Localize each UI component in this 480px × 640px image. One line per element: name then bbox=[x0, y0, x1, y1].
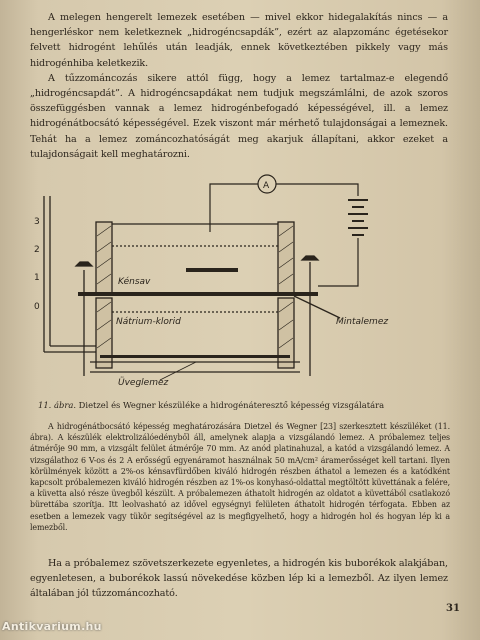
scale-label-3: 3 bbox=[34, 217, 40, 227]
paragraph: A melegen hengerelt lemezek esetében — mivel ekkor hidegalakítás nincs — a hengerléskor nem keletkeznek „hidrogéncsapdák”, ezért az alapzománc égetésekor felvett hidrogént lehűlés után leadják, ennek következtében pikkely vagy más hidrogénhiba keletkezik. bbox=[30, 12, 448, 69]
figure-caption bbox=[38, 400, 458, 410]
scale-label-1: 1 bbox=[34, 273, 40, 283]
label-acid: Kénsav bbox=[118, 277, 151, 287]
paragraph: Ha a próbalemez szövetszerkezete egyenletes, a hidrogén kis buborékok alakjában, egyenletesen, a buborékok lassú növekedése közben lép ki a lemezből. Az ilyen lemez általában jól tűzzománcozható. bbox=[30, 558, 448, 600]
paragraph: A tűzzománcozás sikere attól függ, hogy a lemez tartalmaz-e elegendő „hidrogéncsapdát”. A hidrogéncsapdákat nem tudjuk megszámlálni, de azok szoros összefüggésben vannak a lemez hidrogénbefogadó képességével, ill. a lemez hidrogénátbocsátó képességével. Ezek viszont már mérhető tulajdonságai a lemeznek. Tehát ha a lemez zománcozhatóságát meg akarjuk állapítani, akkor ezeket a tulajdonságait kell meghatározni. bbox=[30, 72, 448, 160]
anode bbox=[186, 268, 238, 272]
ammeter-label: A bbox=[263, 181, 270, 191]
text-block-bottom bbox=[30, 556, 448, 602]
text-block-small bbox=[30, 421, 450, 533]
caption-number: 11. ábra. bbox=[38, 400, 76, 410]
paragraph: A hidrogénátbocsátó képesség meghatározására Dietzel és Wegner [23] szerkesztett készüléket (11. ábra). A készülék elektrolizálóedényből áll, amelynek alapja a vizsgálandó lemez. A próbalemez teljes átmérője 90 mm, a vizsgált felület átmérője 70 mm. Az anód platinahuzal, a katód a vizsgálandó lemez. A vizsgálathoz 6 V-os és 2 A erősségű egyenáramot használnak 50 mA/cm² áramerősséget kell tartani. Ilyen körülmények között a 2%-os kénsavfürdőben kiváló hidrogén részben áthatol a lemezen és a katódként kapcsolt próbalemezen kiváló hidrogén részben az 1%-os konyhasó-oldattal megtöltött küvettának a felére, a küvetta alsó része üvegből készült. A próbalemezen áthatolt hidrogén az oldatot a küvettából csatlakozó bürettába szorítja. Itt leolvasható az idővel egységnyi felületen áthatolt hidrogén térfogata. Ebben az esetben a lemezek vagy tükör segítségével az is megfigyelhető, hogy a hidrogén hol és hogyan lép ki a lemezből. bbox=[30, 422, 450, 532]
electrolysis-vessel bbox=[90, 222, 300, 372]
battery-icon bbox=[348, 200, 368, 235]
label-nacl: Nátrium-klorid bbox=[116, 317, 181, 327]
ammeter bbox=[258, 175, 276, 193]
burette-tube bbox=[44, 196, 100, 352]
scale-label-0: 0 bbox=[34, 302, 40, 312]
caption-text: Dietzel és Wegner készüléke a hidrogénáteresztő képesség vizsgálatára bbox=[78, 400, 385, 410]
watermark: Antikvarium.hu bbox=[2, 620, 102, 633]
scale-label-2: 2 bbox=[34, 245, 40, 255]
label-glass: Üveglemez bbox=[118, 378, 169, 388]
page-number: 31 bbox=[446, 603, 460, 614]
label-sample: Mintalemez bbox=[336, 317, 389, 327]
